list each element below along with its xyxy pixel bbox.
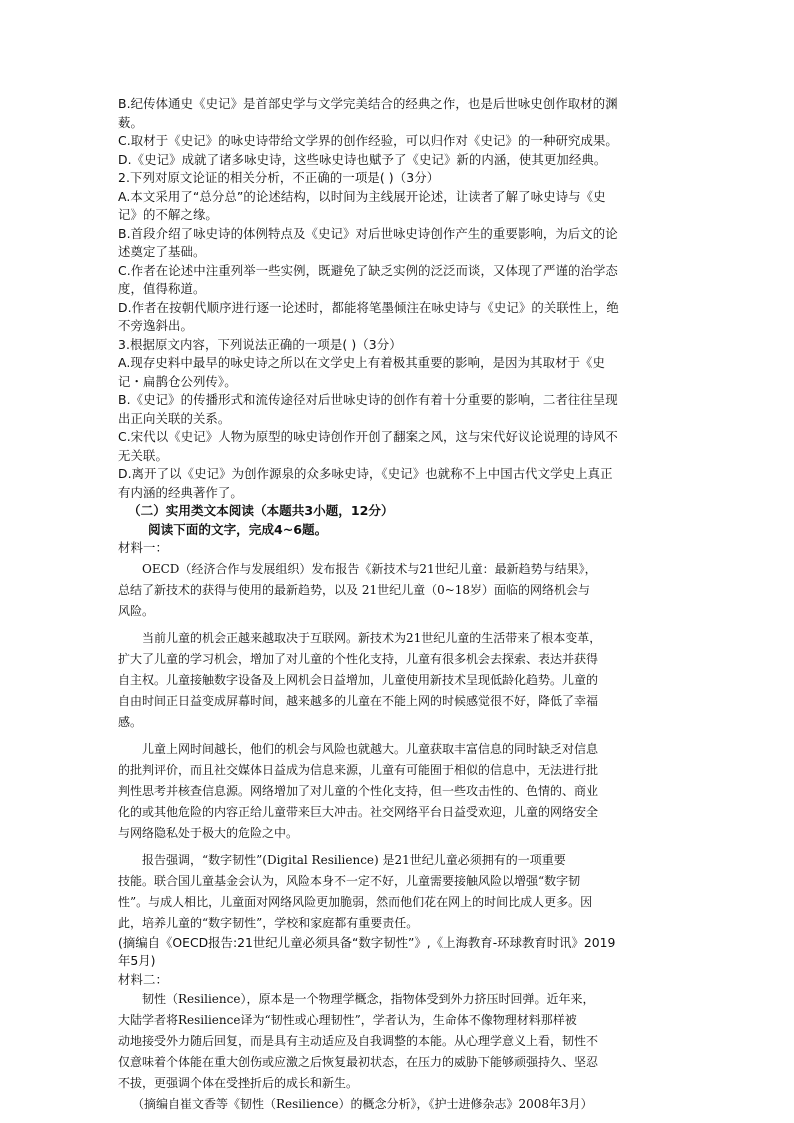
material2-label: 材料二： [118,971,168,987]
question-text-line: 2.下列对原文论证的相关分析，不正确的一项是( )（3分） [118,170,440,185]
question-text-line: D.离开了以《史记》为创作源泉的众多咏史诗，《史记》也就称不上中国古代文学史上真正 [118,466,613,481]
paragraph-line: 当前儿童的机会正越来越取决于互联网。新技术为21世纪儿童的生活带来了根本变革， [118,630,602,645]
paragraph-line: 儿童上网时间越长，他们的机会与风险也就越大。儿童获取丰富信息的同时缺乏对信息 [118,741,599,756]
paragraph-line: 仅意味着个体能在重大创伤或应激之后恢复最初状态，在压力的威胁下能够顽强持久、坚忍 [118,1055,599,1069]
question-text-line: B.首段介绍了咏史诗的体例特点及《史记》对后世咏史诗创作产生的重要影响，为后文的论 [118,225,618,241]
question-text-line: 有内涵的经典著作了。 [118,484,243,500]
question-text-line: C.作者在论述中注重列举一些实例，既避免了缺乏实例的泛泛而谈，又体现了严谨的治学态 [118,262,618,278]
question-text-line: B.《史记》的传播形式和流传途径对后世咏史诗的创作有着十分重要的影响，二者往往呈现 [118,392,618,407]
paragraph [118,559,678,622]
question-text-line: C.宋代以《史记》人物为原型的咏史诗创作开创了翻案之风，这与宋代好议论说理的诗风不 [118,429,618,444]
reading-instruction: 阅读下面的文字，完成4~6题。 [148,521,328,537]
question-text-line: 薮。 [118,114,143,130]
paragraph-line: 总结了新技术的获得与使用的最新趋势，以及 21世纪儿童（0~18岁）面临的网络机会与 [118,582,591,597]
question-text-line: D.作者在按朝代顺序进行逐一论述时，都能将笔墨倾注在咏史诗与《史记》的关联性上，绝 [118,299,619,315]
exam-page [118,95,678,1114]
section-heading: （二）实用类文本阅读（本题共3小题，12分） [128,503,394,518]
question-text-line: 无关联。 [118,447,168,463]
paragraph-line: 性”。与成人相比，儿童面对网络风险更加脆弱，然而他们花在网上的时间比成人更多。因 [118,894,593,909]
citation-line: 年5月) [118,953,156,968]
paragraph-line: 化的或其他危险的内容正给儿童带来巨大冲击。社交网络平台日益受欢迎，儿童的网络安全 [118,804,599,819]
paragraph-line: 自主权。儿童接触数字设备及上网机会日益增加，儿童使用新技术呈现低龄化趋势。儿童的 [118,672,599,687]
material2-source: （摘编自崔文香等《韧性（Resilience）的概念分析》，《护士进修杂志》2008年3月） [132,1097,593,1111]
multiple-choice-section [118,95,678,502]
paragraph-line: 韧性（Resilience），原本是一个物理学概念，指物体受到外力挤压时回弹。近年来， [118,992,595,1006]
paragraph-line: 大陆学者将Resilience译为“韧性或心理韧性”，学者认为，生命体不像物理材料那样被 [118,1013,577,1027]
question-text-line: A.本文采用了“总分总”的论述结构，以时间为主线展开论述，让读者了解了咏史诗与《史 [118,188,606,204]
paragraph [118,739,678,844]
paragraph-line: 扩大了儿童的学习机会，增加了对儿童的个性化支持，儿童有很多机会去探索、表达并获得 [118,651,599,666]
paragraph-line: 判性思考并核查信息源。网络增加了对儿童的个性化支持，但一些攻击性的、色情的、商业 [118,783,599,798]
paragraph-line: 感。 [118,714,143,729]
question-text-line: 出正向关联的关系。 [118,410,231,426]
material1-label: 材料一： [118,540,168,555]
paragraph [118,628,678,733]
paragraph-line: 自由时间正日益变成屏幕时间，越来越多的儿童在不能上网的时候感觉很不好，降低了幸福 [118,693,599,708]
question-text-line: 度，值得称道。 [118,281,206,296]
citation-line: (摘编自《OECD报告:21世纪儿童必须具备“数字韧性”》,《上海教育-环球教育时讯》2019 [118,934,616,950]
paragraph-line: 技能。联合国儿童基金会认为，风险本身不一定不好，儿童需要接触风险以增强“数字韧 [118,873,581,888]
question-text-line: D.《史记》成就了诸多咏史诗，这些咏史诗也赋予了《史记》新的内涵，使其更加经典。 [118,151,607,167]
question-text-line: A.现存史料中最早的咏史诗之所以在文学史上有着极其重要的影响，是因为其取材于《史 [118,355,606,370]
question-text-line: B.纪传体通史《史记》是首部史学与文学完美结合的经典之作，也是后世咏史创作取材的渊 [118,96,618,111]
paragraph-line: 此，培养儿童的“数字韧性”，学校和家庭都有重要责任。 [118,915,419,930]
question-text-line: 不旁逸斜出。 [118,318,193,333]
paragraph-line: 动地接受外力随后回复，而是具有主动适应及自我调整的本能。从心理学意义上看，韧性不 [118,1034,599,1048]
paragraph-line: 与网络隐私处于极大的危险之中。 [118,825,299,840]
paragraph-line: OECD（经济合作与发展组织）发布报告《新技术与21世纪儿童：最新趋势与结果》， [118,561,597,576]
question-text-line: C.取材于《史记》的咏史诗带给文学界的创作经验，可以归作对《史记》的一种研究成果。 [118,133,618,148]
question-text-line: 3.根据原文内容，下列说法正确的一项是( )（3分） [118,336,402,352]
paragraph-line: 不拔，更强调个体在受挫折后的成长和新生。 [118,1076,359,1090]
material1-body [118,559,678,934]
question-text-line: 记・扁鹊仓公列传》。 [118,373,237,389]
material1-source [118,934,678,971]
paragraph [118,850,678,934]
question-text-line: 述奠定了基础。 [118,244,206,259]
question-text-line: 记》的不解之缘。 [118,207,218,222]
paragraph-line: 的批判评价，而且社交媒体日益成为信息来源，儿童有可能囿于相似的信息中，无法进行批 [118,762,599,777]
paragraph-line: 风险。 [118,603,155,618]
material2-body [118,989,678,1094]
paragraph-line: 报告强调，“数字韧性”(Digital Resilience) 是21世纪儿童必须拥有的一项重要 [118,852,566,867]
